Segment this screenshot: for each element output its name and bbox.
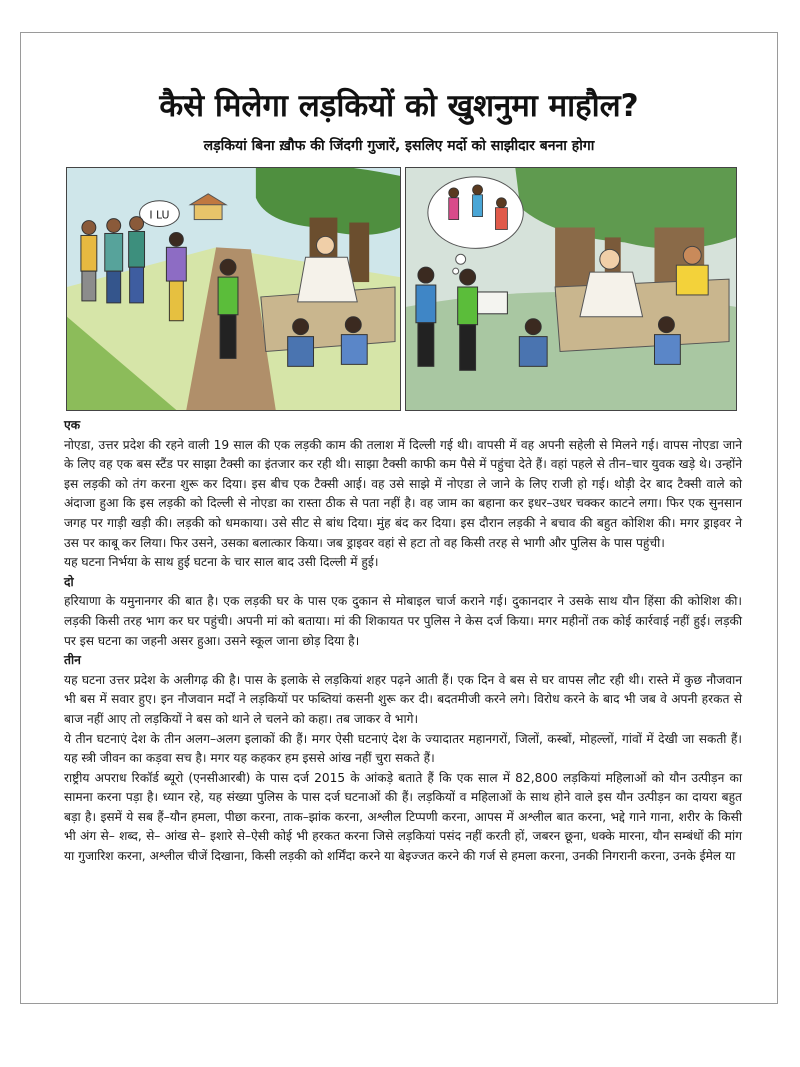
paragraph: हरियाणा के यमुनानगर की बात है। एक लड़की घर के पास एक दुकान से मोबाइल चार्ज कराने गई। दुकानदार ने उसके साथ यौन हिंसा की कोशिश की। लड़की किसी तरह भाग कर घर पहुंची। अपनी मां को बताया। मां की शिकायत पर पुलिस ने केस दर्ज किया। मगर महीनों तक कोई कार्रवाई नहीं हुई। लड़की पर इस घटना का जहनी असर हुआ। उसने स्कूल जाना छोड़ दिया है। — [64, 594, 742, 648]
cartoon-panel-left — [66, 167, 401, 411]
paragraph: यह घटना निर्भया के साथ हुई घटना के चार साल बाद उसी दिल्ली में हुई। — [64, 555, 379, 570]
section-heading: दो — [64, 574, 74, 589]
paragraph: यह घटना उत्तर प्रदेश के अलीगढ़ की है। पास के इलाके से लड़कियां शहर पढ़ने आती हैं। एक दिन वे बस से घर वापस लौट रही थी। रास्ते में कुछ नौजवान भी बस में सवार हुए। इन नौजवान मर्दों ने लड़कियों पर फब्तियां कसनी शुरू कर दी। बदतमीजी करने लगे। विरोध करने के बाद भी जब वे अपनी हरकत से बाज नहीं आए तो लड़कियों ने बस को थाने ले चलने को कहा। तब जाकर वे भागे। — [64, 672, 742, 726]
cartoon-panel-right — [405, 167, 737, 411]
cartoon-illustration-right — [406, 168, 736, 410]
section-heading: तीन — [64, 653, 81, 668]
section-heading: एक — [64, 418, 81, 432]
paragraph: राष्ट्रीय अपराध रिकॉर्ड ब्यूरो (एनसीआरबी) के पास दर्ज 2015 के आंकड़े बताते हैं कि एक साल में 82,800 लड़कियां महिलाओं को यौन उत्पीड़न का सामना करना पड़ा है। ध्यान रहे, यह संख्या पुलिस के पास दर्ज घटनाओं की हैं। लड़कियों व महिलाओं के साथ होने वाले इस यौन उत्पीड़न का दायरा बहुत बड़ा है। इसमें ये सब हैं–यौन हमला, पीछा करना, ताक–झांक करना, अश्लील टिप्पणी करना, आपस में अश्लील बात करना, भद्दे गाने गाना, शरीर के किसी भी अंग से– शब्द, से– आंख से– इशारे से–ऐसी कोई भी हरकत करना जिसे लड़कियां पसंद नहीं करती हों, जबरन छूना, धक्के मारना, यौन सम्बंधों की मांग या गुजारिश करना, अश्लील चीजें दिखाना, किसी लड़की को शर्मिंदा करने या बेइज्जत करने की गर्ज से हमला करना, उनकी निगरानी करना, उनके ईमेल या — [64, 770, 742, 864]
paragraph: नोएडा, उत्तर प्रदेश की रहने वाली 19 साल की एक लड़की काम की तलाश में दिल्ली गई थी। वापसी में वह अपनी सहेली से मिलने गई। वापस नोएडा जाने के लिए वह एक बस स्टैंड पर साझा टैक्सी का इंतजार कर रही थी। साझा टैक्सी काफी कम पैसे में पहुंचा देते हैं। वहां पहले से तीन–चार युवक खड़े थे। उन्होंने इस लड़की को तंग करना शुरू कर दिया। इस बीच एक टैक्सी आई। वह उसे साझे में नोएडा ले जाने के लिए राजी हो गई। थोड़ी देर बाद टैक्सी वाले को अंदाजा हुआ कि इस लड़की को दिल्ली से नोएडा का रास्ता ठीक से पता नहीं है। वह जाम का बहाना कर इधर–उधर चक्कर काटने लगा। फिर एक सुनसान जगह पर गाड़ी खड़ी की। लड़की को धमकाया। उसे सीट से बांध दिया। मुंह बंद कर दिया। इस दौरान लड़की ने बचाव की बहुत कोशिश की। मगर ड्राइवर ने उस पर काबू कर लिया। फिर उसने, उसका बलात्कार किया। जब ड्राइवर वहां से हटा तो वह किसी तरह से भागी और पुलिस के पास पहुंची। — [64, 437, 742, 550]
paragraph: ये तीन घटनाएं देश के तीन अलग–अलग इलाकों की हैं। मगर ऐसी घटनाएं देश के ज्यादातर महानगरों, जिलों, कस्बों, मोहल्लों, गांवों में देखी जा सकती हैं। यह स्त्री जीवन का कड़वा सच है। मगर यह कहकर हम इससे आंख नहीं चुरा सकते हैं। — [64, 731, 742, 766]
article-title: कैसे मिलेगा लड़कियों को खुशनुमा माहौल? — [159, 88, 639, 124]
article-subtitle: लड़कियां बिना ख़ौफ की जिंदगी गुजारें, इसलिए मर्दो को साझीदार बनना होगा — [203, 138, 595, 154]
cartoon-illustration-left — [67, 168, 400, 410]
speech-bubble-text: I LU — [149, 208, 170, 222]
article-body — [64, 416, 742, 867]
